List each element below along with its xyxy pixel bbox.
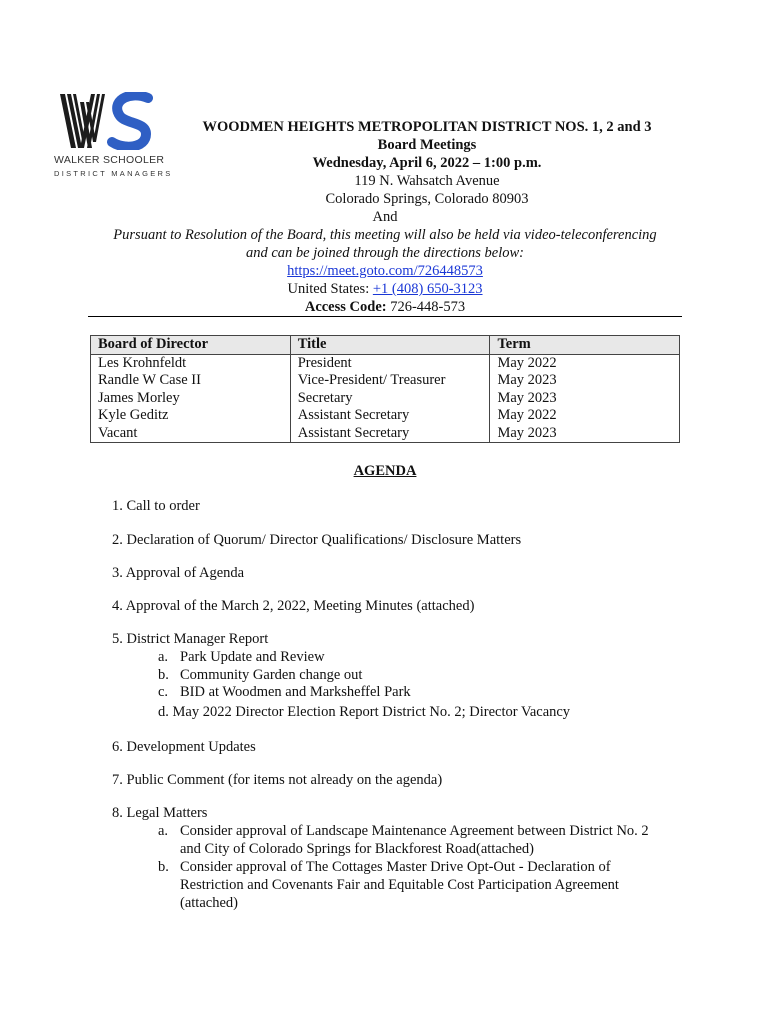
director-name: Randle W Case II — [91, 372, 291, 390]
marker-a: a. — [158, 649, 169, 665]
resolution-line-1: Pursuant to Resolution of the Board, this meeting will also be held via video-teleconferencing — [113, 227, 657, 243]
horizontal-divider — [88, 316, 682, 317]
table-row — [91, 425, 680, 443]
access-code-value: 726-448-573 — [386, 299, 466, 315]
agenda-item-8b — [158, 859, 611, 876]
director-term: May 2023 — [490, 372, 680, 390]
agenda-item-5b-text: Community Garden change out — [180, 667, 363, 683]
agenda-item-5d: d. May 2022 Director Election Report District No. 2; Director Vacancy — [158, 704, 571, 720]
director-title: Assistant Secretary — [290, 425, 490, 443]
header-board-of-director: Board of Director — [91, 336, 291, 355]
address-line-1: 119 N. Wahsatch Avenue — [354, 173, 500, 189]
director-term: May 2022 — [490, 407, 680, 425]
agenda-item-8b-cont-1: Restriction and Covenants Fair and Equitable Cost Participation Agreement — [180, 877, 619, 893]
agenda-item-4: 4. Approval of the March 2, 2022, Meeting Minutes (attached) — [112, 598, 475, 614]
header-term: Term — [490, 336, 680, 355]
agenda-item-8: 8. Legal Matters — [112, 805, 208, 821]
table-row — [91, 354, 680, 372]
header-title: Title — [290, 336, 490, 355]
agenda-item-5b — [158, 667, 362, 684]
marker-a: a. — [158, 823, 169, 839]
agenda-item-8b-text: Consider approval of The Cottages Master Drive Opt-Out - Declaration of — [180, 859, 611, 875]
director-title: President — [290, 354, 490, 372]
agenda-item-8b-cont-2: (attached) — [180, 895, 238, 911]
agenda-item-6: 6. Development Updates — [112, 739, 256, 755]
access-code-label: Access Code: — [304, 299, 387, 315]
agenda-item-8a — [158, 823, 649, 840]
director-title: Vice-President/ Treasurer — [290, 372, 490, 390]
agenda-item-5a — [158, 649, 325, 666]
director-title: Secretary — [290, 390, 490, 408]
marker-b: b. — [158, 667, 169, 683]
table-row — [91, 372, 680, 390]
district-name: WOODMEN HEIGHTS METROPOLITAN DISTRICT NOS. 1, 2 and 3 — [202, 119, 652, 135]
table-row — [91, 390, 680, 408]
director-term: May 2023 — [490, 390, 680, 408]
director-name: Kyle Geditz — [91, 407, 291, 425]
director-name: Vacant — [91, 425, 291, 443]
director-term: May 2022 — [490, 354, 680, 372]
agenda-item-8a-text: Consider approval of Landscape Maintenance Agreement between District No. 2 — [180, 823, 649, 839]
meeting-type: Board Meetings — [377, 137, 477, 153]
table-row — [91, 407, 680, 425]
director-name: Les Krohnfeldt — [91, 354, 291, 372]
meeting-date-time: Wednesday, April 6, 2022 – 1:00 p.m. — [312, 155, 542, 171]
meeting-url-link[interactable]: https://meet.goto.com/726448573 — [287, 263, 483, 279]
agenda-item-8a-cont: and City of Colorado Springs for Blackforest Road(attached) — [180, 841, 534, 857]
table-header-row — [91, 336, 680, 355]
phone-link[interactable]: +1 (408) 650-3123 — [372, 281, 483, 297]
meeting-header — [0, 118, 770, 316]
board-of-directors-table — [90, 335, 680, 443]
agenda-item-5c-text: BID at Woodmen and Marksheffel Park — [180, 684, 411, 700]
marker-b: b. — [158, 859, 169, 875]
agenda-item-2: 2. Declaration of Quorum/ Director Qualifications/ Disclosure Matters — [112, 532, 522, 548]
phone-label: United States: — [287, 281, 373, 297]
director-term: May 2023 — [490, 425, 680, 443]
logo-text-district-managers: DISTRICT MANAGERS — [54, 169, 173, 178]
agenda-item-5: 5. District Manager Report — [112, 631, 269, 647]
logo-text-walker-schooler: WALKER SCHOOLER — [54, 154, 165, 166]
agenda-title: AGENDA — [353, 463, 417, 479]
and-text: And — [372, 209, 398, 225]
agenda-item-7: 7. Public Comment (for items not already on the agenda) — [112, 772, 443, 788]
agenda-item-3: 3. Approval of Agenda — [112, 565, 245, 581]
director-title: Assistant Secretary — [290, 407, 490, 425]
agenda-item-5c — [158, 684, 411, 701]
marker-c: c. — [158, 684, 169, 700]
director-name: James Morley — [91, 390, 291, 408]
agenda-item-1: 1. Call to order — [112, 498, 200, 514]
resolution-line-2: and can be joined through the directions below: — [245, 245, 524, 261]
agenda-item-5a-text: Park Update and Review — [180, 649, 325, 665]
address-line-2: Colorado Springs, Colorado 80903 — [325, 191, 529, 207]
